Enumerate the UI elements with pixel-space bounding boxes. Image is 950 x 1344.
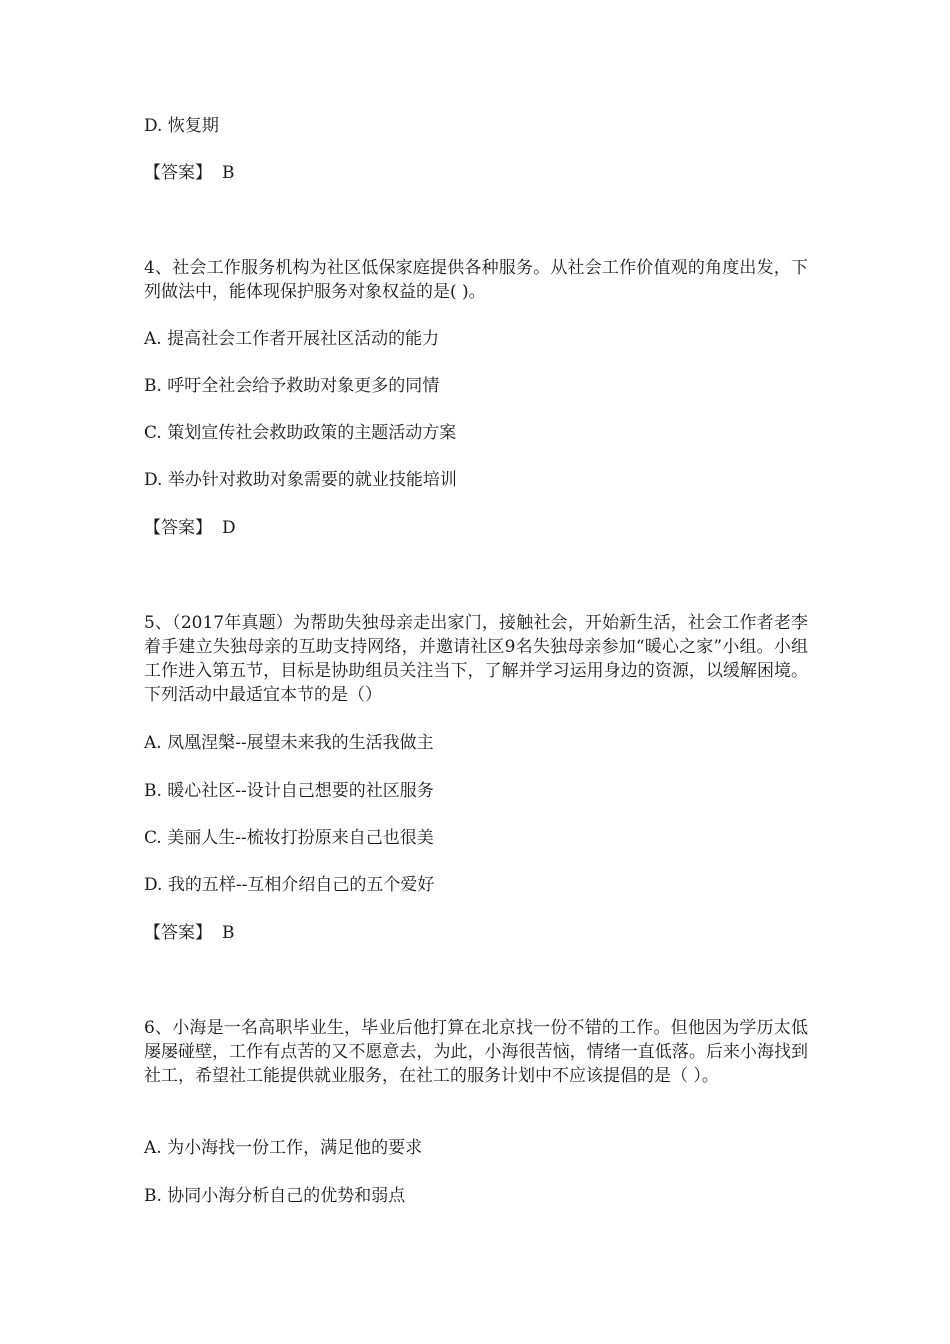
q3-option-d: D. 恢复期 bbox=[144, 116, 219, 136]
answer-label: 【答案】 bbox=[144, 518, 212, 538]
q5-stem: 5、（2017年真题）为帮助失独母亲走出家门，接触社会，开始新生活，社会工作者老李着手建立失独母亲的互助支持网络，并邀请社区9名失独母亲参加“暖心之家”小组。小组工作进入第五节，目标是协助组员关注当下，了解并学习运用身边的资源，以缓解困境。下列活动中最适宜本节的是（） bbox=[144, 613, 808, 705]
q6-stem: 6、小海是一名高职毕业生，毕业后他打算在北京找一份不错的工作。但他因为学历太低屡屡碰壁，工作有点苦的又不愿意去，为此，小海很苦恼，情绪一直低落。后来小海找到社工，希望社工能提供就业服务，在社工的服务计划中不应该提倡的是（ ）。 bbox=[144, 1018, 808, 1086]
q4-stem: 4、社会工作服务机构为社区低保家庭提供各种服务。从社会工作价值观的角度出发，下列做法中，能体现保护服务对象权益的是( )。 bbox=[144, 258, 808, 302]
q4-answer bbox=[144, 516, 236, 540]
q4-option-b: B. 呼吁全社会给予救助对象更多的同情 bbox=[144, 376, 440, 396]
q5-answer bbox=[144, 921, 235, 945]
q4-option-d: D. 举办针对救助对象需要的就业技能培训 bbox=[144, 470, 457, 490]
q5-option-b: B. 暖心社区--设计自己想要的社区服务 bbox=[144, 781, 434, 801]
answer-value: B bbox=[222, 923, 235, 943]
answer-label: 【答案】 bbox=[144, 923, 212, 943]
q5-option-d: D. 我的五样--互相介绍自己的五个爱好 bbox=[144, 875, 435, 895]
q5-option-c: C. 美丽人生--梳妆打扮原来自己也很美 bbox=[144, 828, 434, 848]
q4-option-a: A. 提高社会工作者开展社区活动的能力 bbox=[144, 329, 440, 349]
answer-value: B bbox=[222, 163, 235, 183]
q4-option-c: C. 策划宣传社会救助政策的主题活动方案 bbox=[144, 423, 457, 443]
q5-option-a: A. 凤凰涅槃--展望未来我的生活我做主 bbox=[144, 733, 434, 753]
answer-label: 【答案】 bbox=[144, 163, 212, 183]
q6-option-a: A. 为小海找一份工作，满足他的要求 bbox=[144, 1138, 423, 1158]
q3-answer bbox=[144, 161, 235, 185]
q6-option-b: B. 协同小海分析自己的优势和弱点 bbox=[144, 1186, 406, 1206]
answer-value: D bbox=[222, 518, 236, 538]
